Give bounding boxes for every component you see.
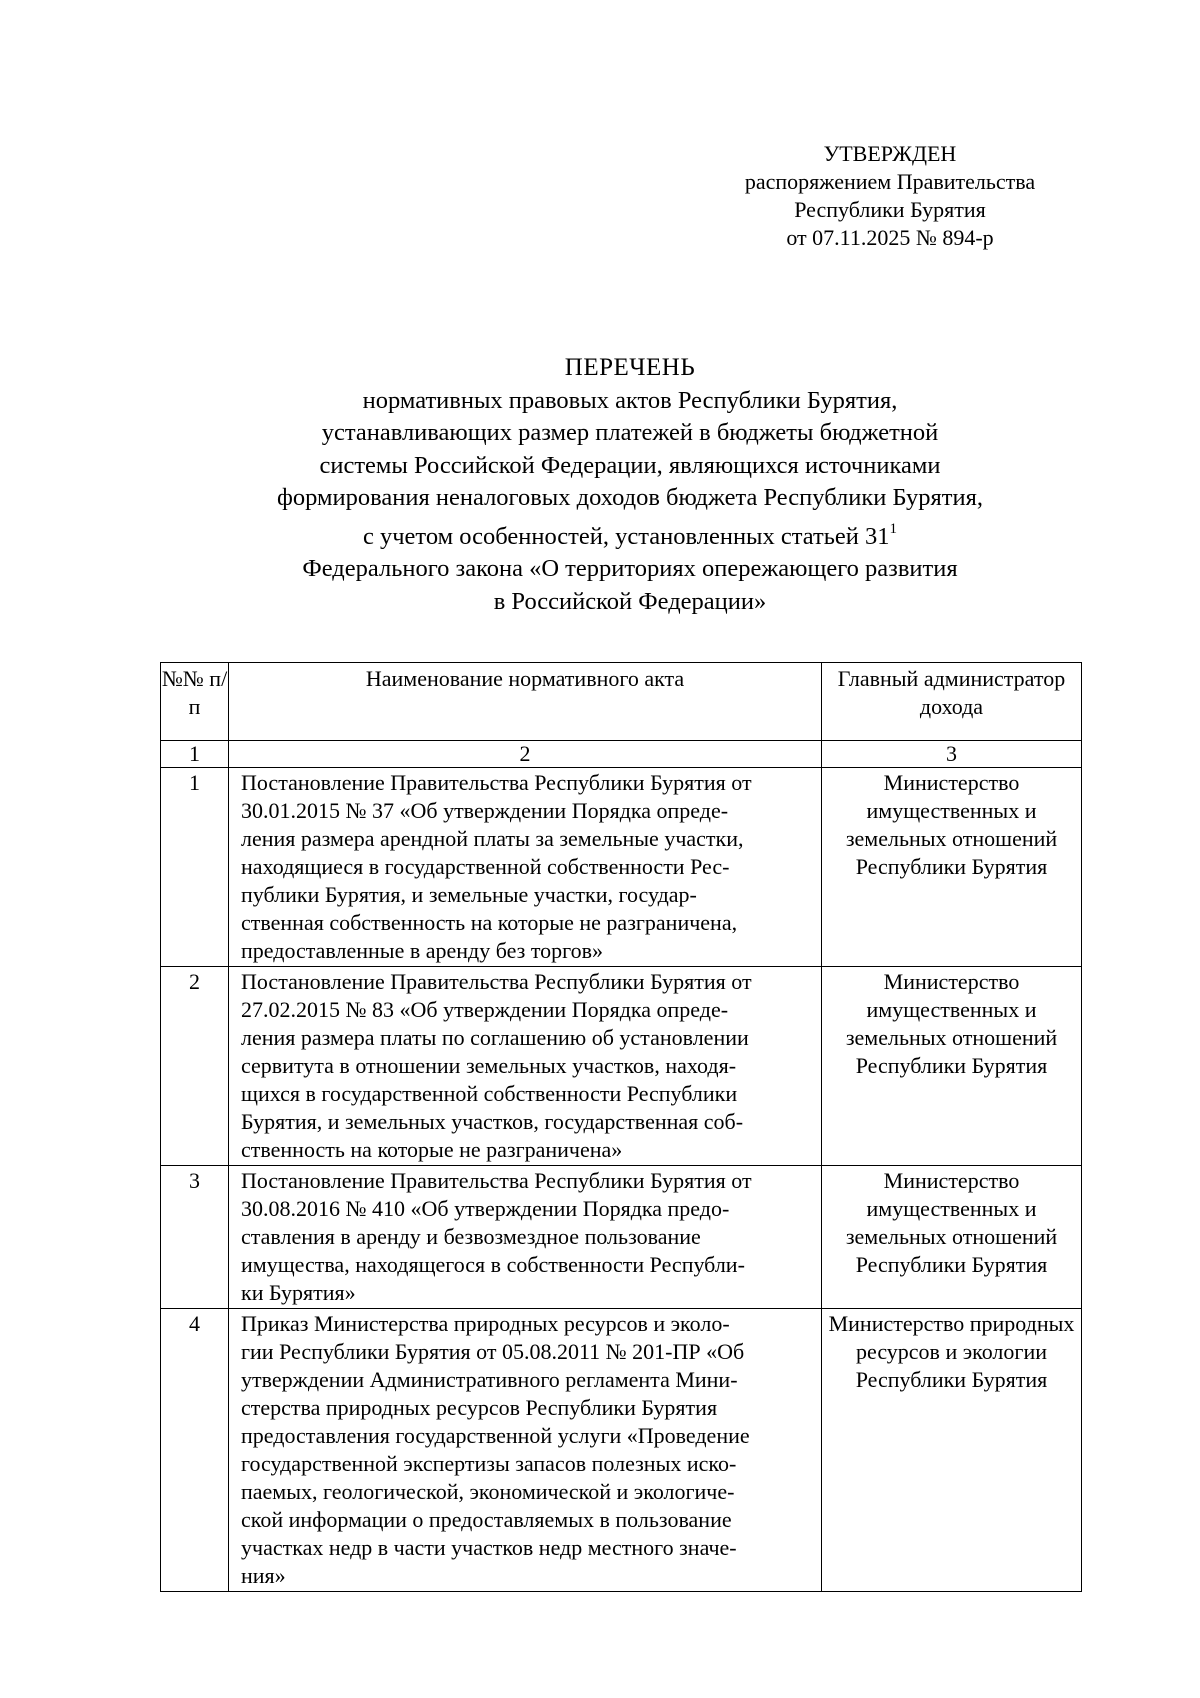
act-name-line: Постановление Правительства Республики Бурятия от — [241, 770, 752, 795]
act-name-line: ской информации о предоставляемых в пользование — [241, 1507, 732, 1532]
act-name-line: 30.01.2015 № 37 «Об утверждении Порядка опреде- — [241, 798, 729, 823]
act-name-line: ки Бурятия» — [241, 1280, 356, 1305]
document-heading: ПЕРЕЧЕНЬ — [564, 354, 696, 381]
revenue-administrator: Министерство имущественных и земельных отношений Республики Бурятия — [822, 967, 1082, 1166]
act-name-line: 30.08.2016 № 410 «Об утверждении Порядка предо- — [241, 1196, 730, 1221]
column-index: 3 — [822, 741, 1082, 768]
row-number: 3 — [161, 1166, 229, 1309]
act-name-line: паемых, геологической, экономической и экологиче- — [241, 1479, 735, 1504]
title-line: в Российской Федерации» — [493, 587, 767, 615]
approval-republic: Республики Бурятия — [794, 197, 986, 222]
act-name-line: Постановление Правительства Республики Бурятия от — [241, 969, 752, 994]
act-name-line: утверждении Административного регламента Мини- — [241, 1367, 738, 1392]
row-number: 4 — [161, 1309, 229, 1592]
approval-stamp — [700, 140, 1080, 252]
approval-date-number: от 07.11.2025 № 894-р — [786, 225, 994, 250]
act-name-line: стерства природных ресурсов Республики Бурятия — [241, 1395, 718, 1420]
title-line: Федерального закона «О территориях опережающего развития — [302, 555, 958, 583]
act-name-line: ления размера платы по соглашению об установлении — [241, 1025, 749, 1050]
act-name-line: имущества, находящегося в собственности Республи- — [241, 1252, 745, 1277]
title-line: формирования неналоговых доходов бюджета Республики Бурятия, — [277, 484, 983, 511]
act-name-line: Постановление Правительства Республики Бурятия от — [241, 1168, 752, 1193]
table-row — [161, 1166, 1082, 1309]
act-name-line: ственность на которые не разграничена» — [241, 1137, 623, 1162]
act-name-line: государственной экспертизы запасов полезных иско- — [241, 1451, 737, 1476]
header-act-name: Наименование нормативного акта — [229, 663, 822, 741]
table-header-row — [161, 663, 1082, 741]
act-name-line: публики Бурятия, и земельные участки, государ- — [241, 882, 697, 907]
table-index-row — [161, 741, 1082, 768]
act-name-line: находящиеся в государственной собственности Рес- — [241, 854, 730, 879]
acts-table — [160, 662, 1082, 1592]
act-name-line: ставления в аренду и безвозмездное пользование — [241, 1224, 701, 1249]
document-title — [170, 352, 1090, 618]
act-name — [229, 967, 822, 1166]
act-name-line: участках недр в части участков недр местного значе- — [241, 1535, 737, 1560]
act-name-line: ственная собственность на которые не разграничена, — [241, 910, 738, 935]
act-name-line: предоставления государственной услуги «Проведение — [241, 1423, 750, 1448]
approval-title: УТВЕРЖДЕН — [823, 141, 957, 166]
act-name-line: гии Республики Бурятия от 05.08.2011 № 201-ПР «Об — [241, 1339, 745, 1364]
title-line: нормативных правовых актов Республики Бурятия, — [362, 386, 898, 414]
revenue-administrator: Министерство имущественных и земельных отношений Республики Бурятия — [822, 1166, 1082, 1309]
header-administrator: Главный администратор дохода — [822, 663, 1082, 741]
row-number: 1 — [161, 768, 229, 967]
table-row — [161, 768, 1082, 967]
act-name — [229, 1309, 822, 1592]
act-name-line: Приказ Министерства природных ресурсов и эколо- — [241, 1311, 730, 1336]
header-number: №№ п/п — [161, 663, 229, 741]
table-row — [161, 967, 1082, 1166]
act-name-line: щихся в государственной собственности Республики — [241, 1081, 738, 1106]
act-name-line: сервитута в отношении земельных участков, находя- — [241, 1053, 737, 1078]
column-index: 1 — [161, 741, 229, 768]
row-number: 2 — [161, 967, 229, 1166]
title-line: устанавливающих размер платежей в бюджеты бюджетной — [321, 419, 939, 446]
title-line: с учетом особенностей, установленных статьей 31 — [362, 522, 890, 550]
column-index: 2 — [229, 741, 822, 768]
act-name-line: 27.02.2015 № 83 «Об утверждении Порядка опреде- — [241, 997, 729, 1022]
act-name — [229, 768, 822, 967]
act-name — [229, 1166, 822, 1309]
title-line-with-superscript — [170, 515, 1090, 554]
act-name-line: ния» — [241, 1563, 286, 1588]
revenue-administrator: Министерство природных ресурсов и экологии Республики Бурятия — [822, 1309, 1082, 1592]
act-name-line: Бурятия, и земельных участков, государственная соб- — [241, 1109, 744, 1134]
table-row — [161, 1309, 1082, 1592]
approval-issuer: распоряжением Правительства — [744, 169, 1036, 194]
title-line: системы Российской Федерации, являющихся источниками — [319, 451, 941, 479]
act-name-line: ления размера арендной платы за земельные участки, — [241, 826, 744, 851]
revenue-administrator: Министерство имущественных и земельных отношений Республики Бурятия — [822, 768, 1082, 967]
act-name-line: предоставленные в аренду без торгов» — [241, 938, 604, 963]
article-superscript: 1 — [889, 520, 898, 537]
